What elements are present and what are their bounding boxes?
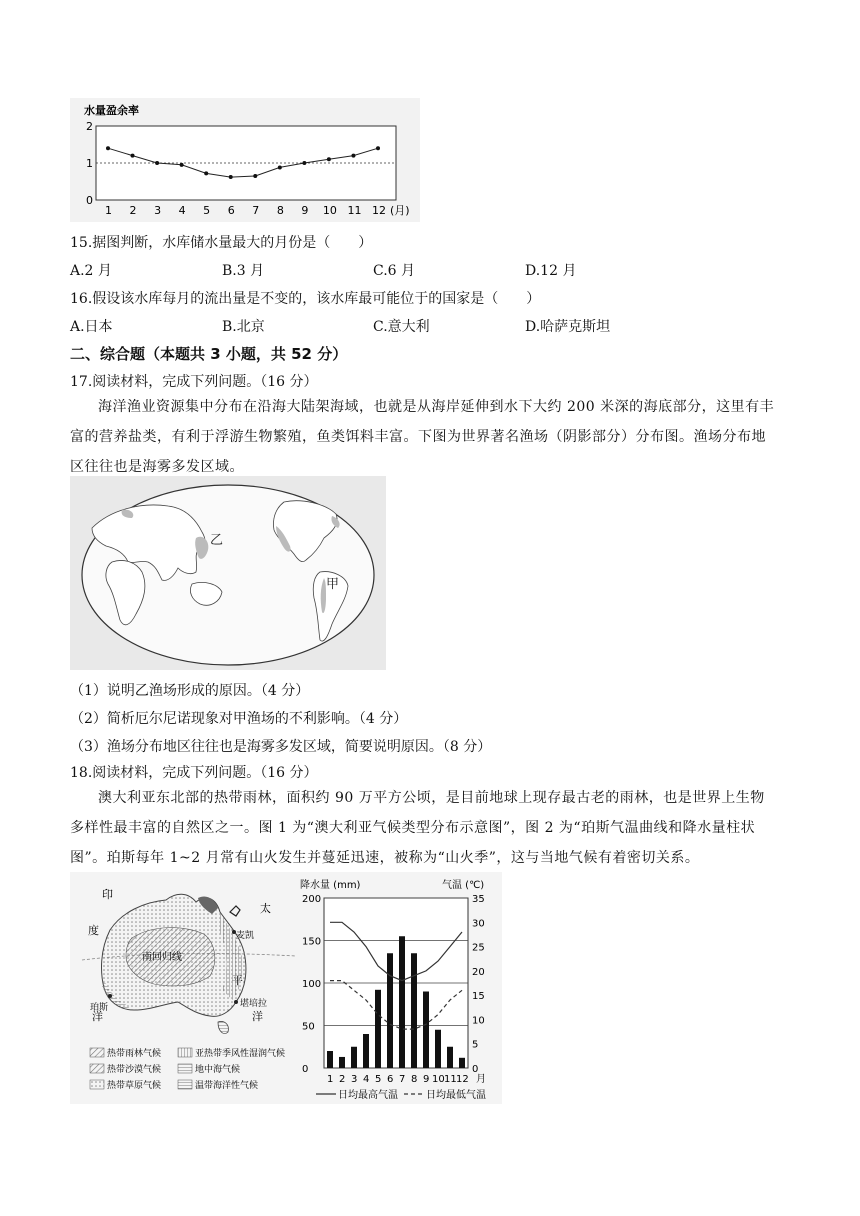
chart1-xtick-label: 4 [178,204,186,217]
chart2-rain-bar [351,1047,357,1068]
chart2-rain-bar [375,990,381,1068]
q17-sub3: （3）渔场分布地区往往也是海雾多发区域，简要说明原因。（8 分） [70,739,492,755]
section2-heading: 二、综合题（本题共 3 小题，共 52 分） [70,345,348,363]
q18-para-line1: 澳大利亚东北部的热带雨林，面积约 90 万平方公顷，是目前地球上现存最古老的雨林，也是世界上生物 [98,790,765,806]
q16-stem: 16.假设该水库每月的流出量是不变的，该水库最可能位于的国家是（ ） [70,291,541,307]
q15-option-b[interactable]: B.3 月 [222,263,265,279]
tasmania [218,1021,228,1033]
q18-para-line3: 图”。珀斯每年 1~2 月常有山火发生并蔓延迅速，被称为“山火季”，这与当地气候有着密切关系。 [70,850,700,866]
chart1-point [253,174,257,178]
q18-title: 18.阅读材料，完成下列问题。（16 分） [70,765,318,781]
q17-para-line2: 富的营养盐类，有利于浮游生物繁殖，鱼类饵料丰富。下图为世界著名渔场（阴影部分）分布图。渔场分布地 [70,429,766,445]
q15-stem: 15.据图判断，水库储水量最大的月份是（ ） [70,235,373,251]
q15-options [70,260,790,282]
water-surplus-svg [70,98,420,222]
legend-oceanic: 温带海洋性气候 [195,1081,259,1091]
world-fishery-map [70,476,386,670]
chart2-xtick-label: 7 [399,1074,406,1085]
chart2-y2tick-label: 15 [472,991,485,1003]
chart1-xtick-label: 8 [276,204,284,217]
q16-option-d[interactable]: D.哈萨克斯坦 [525,319,611,335]
world-map-svg [70,476,386,670]
chart2-rain-bar [327,1051,333,1068]
chart2-rain-bar [411,953,417,1068]
chart1-xtick-label: 3 [154,204,162,217]
chart1-point [204,171,208,175]
chart2-rain-bar [459,1058,465,1068]
chart1-point [351,154,355,158]
perth-dot [108,994,112,998]
chart1-point [180,163,184,167]
chart1-xtick-label: 7 [252,204,260,217]
chart2-rain-bar [363,1034,369,1068]
chart1-xtick-label: 10 [322,204,337,217]
chart2-y2tick-label: 25 [472,942,485,954]
chart2-xtick-label: 4 [363,1074,370,1085]
chart2-xtick-label: 1 [327,1074,334,1085]
chart2-y2tick-label: 35 [472,894,485,905]
chart1-ytick-label: 0 [86,194,93,207]
ocean-label-tai: 太 [260,902,271,915]
water-surplus-chart [70,98,420,222]
legend-savanna: 热带草原气候 [107,1081,162,1091]
chart1-xtick-label: 9 [301,204,309,217]
chart2-y2tick-label: 5 [472,1039,479,1051]
q18-material [70,783,792,873]
australia-map [82,888,296,1091]
ocean-label-du: 度 [88,924,99,937]
q17-para-line1: 海洋渔业资源集中分布在沿海大陆架海域，也就是从海岸延伸到水下大约 200 米深的海底部分，这里有丰 [98,399,775,415]
chart1-point [106,146,110,150]
australia-figure-svg [70,872,502,1104]
q16-option-c[interactable]: C.意大利 [373,319,430,335]
map-label-jia: 甲 [326,577,340,592]
q17-sub1: （1）说明乙渔场形成的原因。（4 分） [70,683,310,699]
chart2-rain-bar [423,992,429,1069]
canberra-dot [234,1000,238,1004]
legend-desert: 热带沙漠气候 [107,1065,162,1075]
legend-mediterranean: 地中海气候 [195,1065,241,1075]
chart1-xlabel: (月) [390,204,410,217]
chart2-ytick-label: 0 [302,1064,309,1075]
chart2-ytick-label: 50 [302,1021,315,1033]
chart2-xtick-label: 12 [456,1074,469,1085]
chart2-rain-bar [447,1047,453,1068]
chart2-y2label: 气温 (℃) [442,880,485,891]
chart1-ylabel: 水量盈余率 [84,104,139,117]
chart1-xtick-label: 5 [203,204,211,217]
chart2-ylabel: 降水量 (mm) [300,880,361,891]
q15-option-c[interactable]: C.6 月 [373,263,416,279]
ocean-label-yang-right: 洋 [252,1010,263,1023]
q15-option-a[interactable]: A.2 月 [70,263,112,279]
cyclone-icon [230,906,240,916]
chart2-xtick-label: 9 [423,1074,430,1085]
legend-max-temp: 日均最高气温 [338,1090,398,1101]
chart2-ytick-label: 150 [302,936,322,948]
chart1-point [155,161,159,165]
ocean-label-yin: 印 [102,888,113,901]
q16-options [70,316,790,338]
chart1-point [131,154,135,158]
tropic-label: 南回归线 [142,952,182,963]
legend-min-temp: 日均最低气温 [426,1090,486,1101]
perth-climate-chart [302,894,485,1085]
chart2-xtick-label: 3 [351,1074,358,1085]
chart2-rain-bar [339,1057,345,1068]
legend-subtropical: 亚热带季风性湿润气候 [195,1049,286,1059]
chart2-rain-bar [399,936,405,1068]
chart1-xtick-label: 1 [105,204,112,217]
q17-material [70,392,792,482]
chart1-ytick-label: 1 [86,157,93,170]
chart2-xlabel: 月 [476,1074,486,1085]
chart2-y2tick-label: 20 [472,966,485,978]
q18-para-line2: 多样性最丰富的自然区之一。图 1 为“澳大利亚气候类型分布示意图”，图 2 为“珀斯气温曲线和降水量柱状 [70,820,756,836]
chart2-y2tick-label: 10 [472,1015,485,1027]
q17-title: 17.阅读材料，完成下列问题。（16 分） [70,374,318,390]
chart2-xtick-label: 8 [411,1074,418,1085]
chart1-point [302,161,306,165]
chart2-xtick-label: 6 [387,1074,394,1085]
chart2-xtick-label: 2 [339,1074,346,1085]
q16-option-b[interactable]: B.北京 [222,319,265,335]
q17-para-line3: 区往往也是海雾多发区域。 [70,459,244,475]
chart2-y2tick-label: 0 [472,1064,479,1075]
chart2-ytick-label: 100 [302,979,322,990]
australia-figure [70,872,502,1104]
climate-legend [90,1047,285,1091]
chart1-point [278,165,282,169]
chart2-ytick-label: 200 [302,894,322,905]
chart2-xtick-label: 10 [432,1074,445,1085]
chart2-rain-bar [387,953,393,1068]
chart1-plot [86,120,410,217]
chart1-ytick-label: 2 [86,120,93,133]
perth-label: 珀斯 [90,1003,109,1013]
ocean-label-yang-left: 洋 [92,1010,103,1023]
q16-option-a[interactable]: A.日本 [70,319,113,335]
chart1-point [229,175,233,179]
chart1-xtick-label: 11 [347,204,362,217]
q15-option-d[interactable]: D.12 月 [525,263,577,279]
legend-rainforest: 热带雨林气候 [107,1049,162,1059]
chart1-xtick-label: 6 [227,204,235,217]
chart2-xtick-label: 11 [444,1074,457,1085]
map-label-yi: 乙 [210,533,224,548]
chart1-point [327,157,331,161]
chart1-point [376,146,380,150]
chart2-xtick-label: 5 [375,1074,382,1085]
chart1-xtick-label: 12 [372,204,386,217]
mackay-label: 麦凯 [236,931,255,941]
chart2-y2tick-label: 30 [472,918,485,930]
chart1-xtick-label: 2 [129,204,137,217]
q17-sub2: （2）简析厄尔尼诺现象对甲渔场的不利影响。（4 分） [70,711,408,727]
canberra-label: 堪培拉 [240,999,268,1009]
chart2-rain-bar [435,1030,441,1068]
